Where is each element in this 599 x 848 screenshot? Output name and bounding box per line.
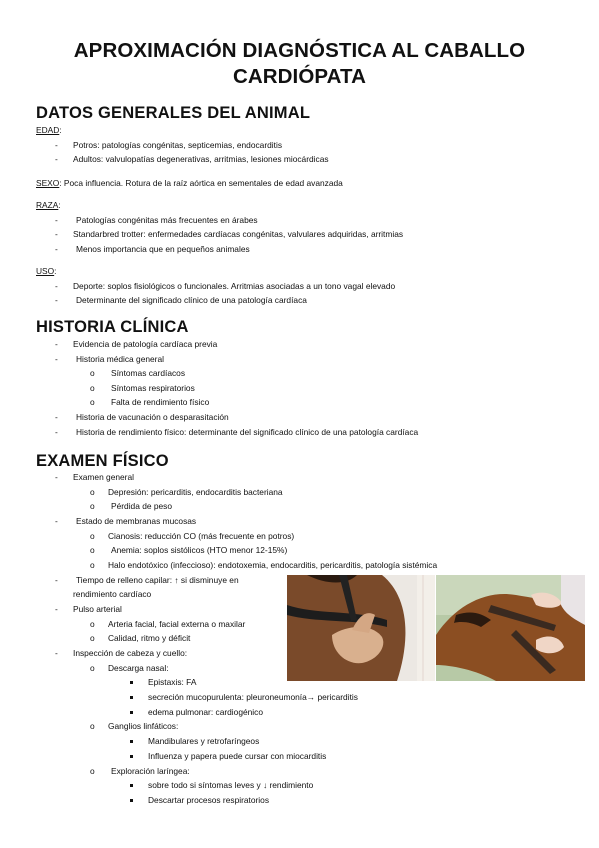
uso-item-2: Determinante del significado clínico de una patología cardíaca (76, 295, 307, 305)
dash-marker: - (55, 281, 58, 291)
examen-pulso: Pulso arterial (73, 604, 122, 614)
ganglios-sub-1: Mandibulares y retrofaríngeos (148, 736, 260, 746)
historia-item-3: Historia de vacunación o desparasitación (76, 412, 229, 422)
square-bullet-icon (130, 711, 133, 714)
descarga-nasal: Descarga nasal: (108, 663, 169, 673)
general-sub-1: Depresión: pericarditis, endocarditis bacteriana (108, 487, 283, 497)
mucosas-sub-3: Halo endotóxico (infeccioso): endotoxemia, endocarditis, pericarditis, patología sistémica (108, 560, 438, 570)
dash-marker: - (55, 339, 58, 349)
laringe-sub-1: sobre todo si síntomas leves y ↓ rendimiento (148, 780, 314, 790)
horse-pulse-illustration (287, 575, 435, 681)
raza-label: RAZA (36, 200, 59, 210)
uso-row (36, 266, 56, 277)
dash-marker: - (55, 354, 58, 364)
dash-marker: - (55, 229, 58, 239)
uso-item-1: Deporte: soplos fisiológicos o funcionales. Arritmias asociadas a un tono vagal elevado (73, 281, 396, 291)
dash-marker: - (55, 244, 58, 254)
raza-item-3: Menos importancia que en pequeños animales (76, 244, 250, 254)
dash-marker: - (55, 215, 58, 225)
square-bullet-icon (130, 799, 133, 802)
historia-item-2: Historia médica general (76, 354, 164, 364)
examen-general: Examen general (73, 472, 134, 482)
circle-marker: o (90, 721, 95, 731)
general-sub-2: Pérdida de peso (111, 501, 172, 511)
relleno-line-2: rendimiento cardíaco (73, 589, 152, 599)
descarga-sub-1: Epistaxis: FA (148, 677, 197, 687)
circle-marker: o (90, 619, 95, 629)
raza-item-1: Patologías congénitas más frecuentes en árabes (76, 215, 258, 225)
horse-pulse-photo (287, 575, 435, 681)
horse-lymph-photo (436, 575, 585, 681)
title-line-1: APROXIMACIÓN DIAGNÓSTICA AL CABALLO (73, 39, 526, 62)
laringe: Exploración laríngea: (111, 766, 190, 776)
heading-examen-fisico: EXAMEN FÍSICO (36, 452, 169, 470)
circle-marker: o (90, 545, 95, 555)
circle-marker: o (90, 397, 95, 407)
dash-marker: - (55, 140, 58, 150)
raza-item-2: Standarbred trotter: enfermedades cardíacas congénitas, valvulares adquiridas, arritmias (73, 229, 404, 239)
dash-marker: - (55, 295, 58, 305)
dash-marker: - (55, 154, 58, 164)
circle-marker: o (90, 560, 95, 570)
dash-marker: - (55, 412, 58, 422)
dash-marker: - (55, 648, 58, 658)
mucosas-sub-2: Anemia: soplos sistólicos (HTO menor 12-15%) (111, 545, 288, 555)
square-bullet-icon (130, 696, 133, 699)
historia-item-1: Evidencia de patología cardíaca previa (73, 339, 218, 349)
pulso-sub-2: Calidad, ritmo y déficit (108, 633, 191, 643)
square-bullet-icon (130, 740, 133, 743)
descarga-sub-2: secreción mucopurulenta: pleuroneumonía→ pericarditis (148, 692, 358, 702)
historia-sub-1: Síntomas cardíacos (111, 368, 186, 378)
raza-row (36, 200, 61, 211)
relleno-line-1: Tiempo de relleno capilar: ↑ si disminuye en (76, 575, 239, 585)
examen-cabeza: Inspección de cabeza y cuello: (73, 648, 188, 658)
dash-marker: - (55, 427, 58, 437)
horse-lymph-illustration (436, 575, 585, 681)
circle-marker: o (90, 501, 95, 511)
title-line-2: CARDIÓPATA (232, 65, 367, 88)
heading-datos-generales: DATOS GENERALES DEL ANIMAL (36, 104, 311, 122)
dash-marker: - (55, 516, 58, 526)
ganglios-sub-2: Influenza y papera puede cursar con miocarditis (148, 751, 327, 761)
edad-item-1: Potros: patologías congénitas, septicemias, endocarditis (73, 140, 283, 150)
sexo-label: SEXO (36, 178, 60, 188)
heading-historia-clinica: HISTORIA CLÍNICA (36, 318, 189, 336)
edad-label: EDAD (36, 125, 60, 135)
square-bullet-icon (130, 681, 133, 684)
ganglios: Ganglios linfáticos: (108, 721, 179, 731)
edad-colon: : (59, 125, 62, 135)
uso-label: USO (36, 266, 55, 276)
dash-marker: - (55, 604, 58, 614)
square-bullet-icon (130, 784, 133, 787)
circle-marker: o (90, 766, 95, 776)
circle-marker: o (90, 368, 95, 378)
laringe-sub-2: Descartar procesos respiratorios (148, 795, 270, 805)
uso-colon: : (54, 266, 57, 276)
examen-mucosas: Estado de membranas mucosas (76, 516, 197, 526)
dash-marker: - (55, 472, 58, 482)
circle-marker: o (90, 633, 95, 643)
edad-row (36, 125, 62, 136)
pulso-sub-1: Arteria facial, facial externa o maxilar (108, 619, 246, 629)
square-bullet-icon (130, 755, 133, 758)
descarga-sub-3: edema pulmonar: cardiogénico (148, 707, 263, 717)
mucosas-sub-1: Cianosis: reducción CO (más frecuente en potros) (108, 531, 295, 541)
circle-marker: o (90, 663, 95, 673)
sexo-row (36, 178, 343, 189)
circle-marker: o (90, 487, 95, 497)
historia-sub-3: Falta de rendimiento físico (111, 397, 210, 407)
raza-colon: : (58, 200, 61, 210)
sexo-text: : Poca influencia. Rotura de la raíz aórtica en sementales de edad avanzada (59, 178, 343, 188)
edad-item-2: Adultos: valvulopatías degenerativas, arritmias, lesiones miocárdicas (73, 154, 329, 164)
circle-marker: o (90, 383, 95, 393)
historia-sub-2: Síntomas respiratorios (111, 383, 195, 393)
document-title (20, 38, 579, 90)
circle-marker: o (90, 531, 95, 541)
historia-item-4: Historia de rendimiento físico: determinante del significado clínico de una patología cardíaca (76, 427, 419, 437)
dash-marker: - (55, 575, 58, 585)
